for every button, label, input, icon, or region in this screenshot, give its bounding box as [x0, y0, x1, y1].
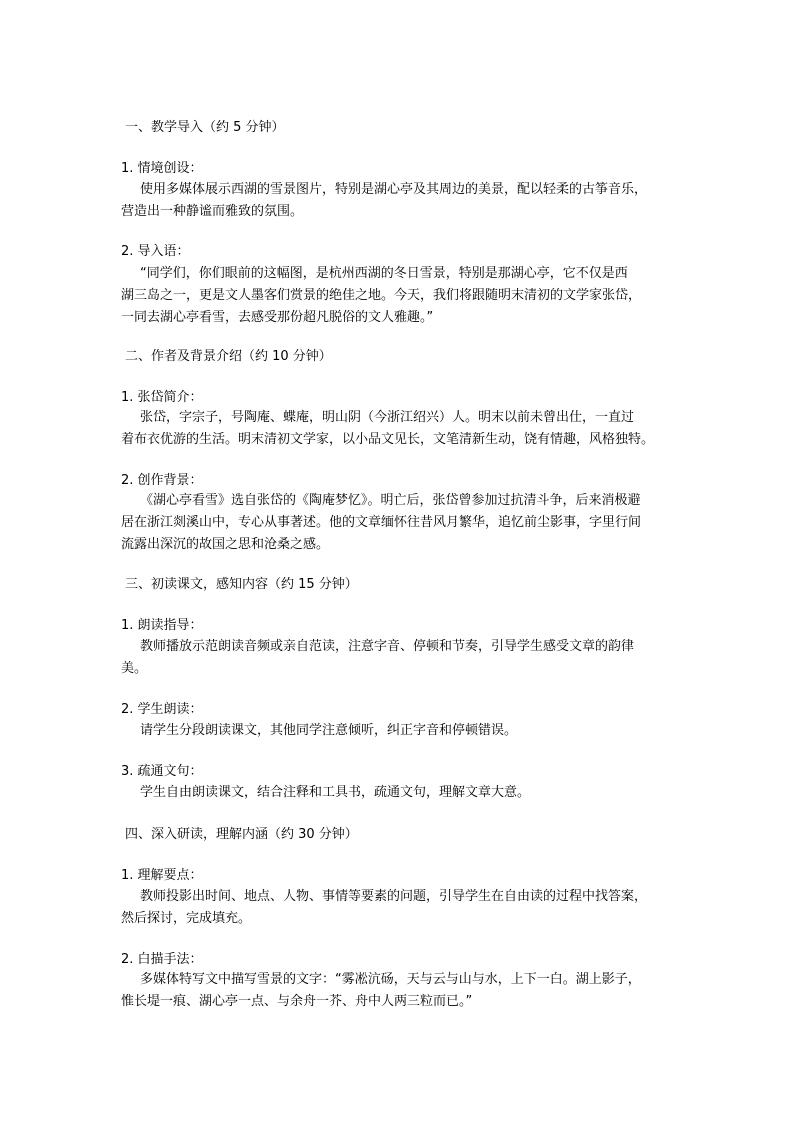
- paragraph-line: 张岱，字宗子，号陶庵、蝶庵，明山阴（今浙江绍兴）人。明末以前未曾出仕，一直过: [140, 410, 635, 425]
- paragraph-line: 流露出深沉的故国之思和沧桑之感。: [121, 537, 330, 552]
- item-label-3-1: 1. 朗读指导：: [121, 618, 203, 633]
- item-label-3-3: 3. 疏通文句：: [121, 764, 203, 779]
- paragraph-line: 教师播放示范朗读音频或亲自范读，注意字音、停顿和节奏，引导学生感受文章的韵律: [140, 639, 635, 654]
- paragraph-line: 惟长堤一痕、湖心亭一点、与余舟一芥、舟中人两三粒而已。”: [121, 994, 473, 1009]
- paragraph-2-1: [121, 407, 681, 451]
- section-title-2: 二、作者及背景介绍（约 10 分钟）: [125, 349, 332, 364]
- paragraph-2-2: [121, 490, 681, 556]
- paragraph-line: 营造出一种静谧而雅致的氛围。: [121, 204, 304, 219]
- item-label-4-1: 1. 理解要点：: [121, 868, 203, 883]
- paragraph-line: 一同去湖心亭看雪，去感受那份超凡脱俗的文人雅趣。”: [121, 310, 434, 325]
- paragraph-3-3: [121, 782, 681, 804]
- paragraph-line: 教师投影出时间、地点、人物、事情等要素的问题，引导学生在自由读的过程中找答案，: [140, 889, 648, 904]
- paragraph-1-2: [121, 263, 681, 329]
- item-label-3-2: 2. 学生朗读：: [121, 702, 203, 717]
- paragraph-1-1: [121, 179, 681, 223]
- paragraph-line: 然后探讨，完成填充。: [121, 911, 252, 926]
- paragraph-line: “同学们，你们眼前的这幅图，是杭州西湖的冬日雪景，特别是那湖心亭，它不仅是西: [140, 266, 628, 281]
- paragraph-4-2: [121, 969, 681, 1013]
- paragraph-line: 使用多媒体展示西湖的雪景图片，特别是湖心亭及其周边的美景，配以轻柔的古筝音乐，: [140, 182, 648, 197]
- item-label-2-2: 2. 创作背景：: [121, 473, 203, 488]
- paragraph-line: 《湖心亭看雪》选自张岱的《陶庵梦忆》。明亡后，张岱曾参加过抗清斗争，后来消极避: [140, 493, 641, 508]
- paragraph-line: 多媒体特写文中描写雪景的文字：“雾凇沆砀，天与云与山与水，上下一白。湖上影子，: [140, 972, 641, 987]
- item-label-1-1: 1. 情境创设：: [121, 161, 203, 176]
- item-label-1-2: 2. 导入语：: [121, 244, 190, 259]
- section-title-3: 三、初读课文，感知内容（约 15 分钟）: [125, 577, 358, 592]
- paragraph-line: 学生自由朗读课文，结合注释和工具书，疏通文句，理解文章大意。: [140, 785, 531, 800]
- item-label-4-2: 2. 白描手法：: [121, 952, 203, 967]
- paragraph-line: 着布衣优游的生活。明末清初文学家，以小品文见长，文笔清新生动，饶有情趣，风格独特。: [121, 432, 655, 447]
- paragraph-line: 湖三岛之一，更是文人墨客们赏景的绝佳之地。今天，我们将跟随明末清初的文学家张岱，: [121, 288, 642, 303]
- item-label-2-1: 1. 张岱简介：: [121, 390, 203, 405]
- paragraph-line: 居在浙江剡溪山中，专心从事著述。他的文章缅怀往昔风月繁华，追忆前尘影事，字里行间: [121, 515, 642, 530]
- paragraph-line: 美。: [121, 661, 148, 676]
- paragraph-line: 请学生分段朗读课文，其他同学注意倾听，纠正字音和停顿错误。: [140, 723, 518, 738]
- paragraph-4-1: [121, 886, 681, 930]
- paragraph-3-2: [121, 720, 681, 742]
- section-title-4: 四、深入研读，理解内涵（约 30 分钟）: [125, 827, 358, 842]
- section-title-1: 一、教学导入（约 5 分钟）: [125, 120, 285, 135]
- paragraph-3-1: [121, 636, 681, 680]
